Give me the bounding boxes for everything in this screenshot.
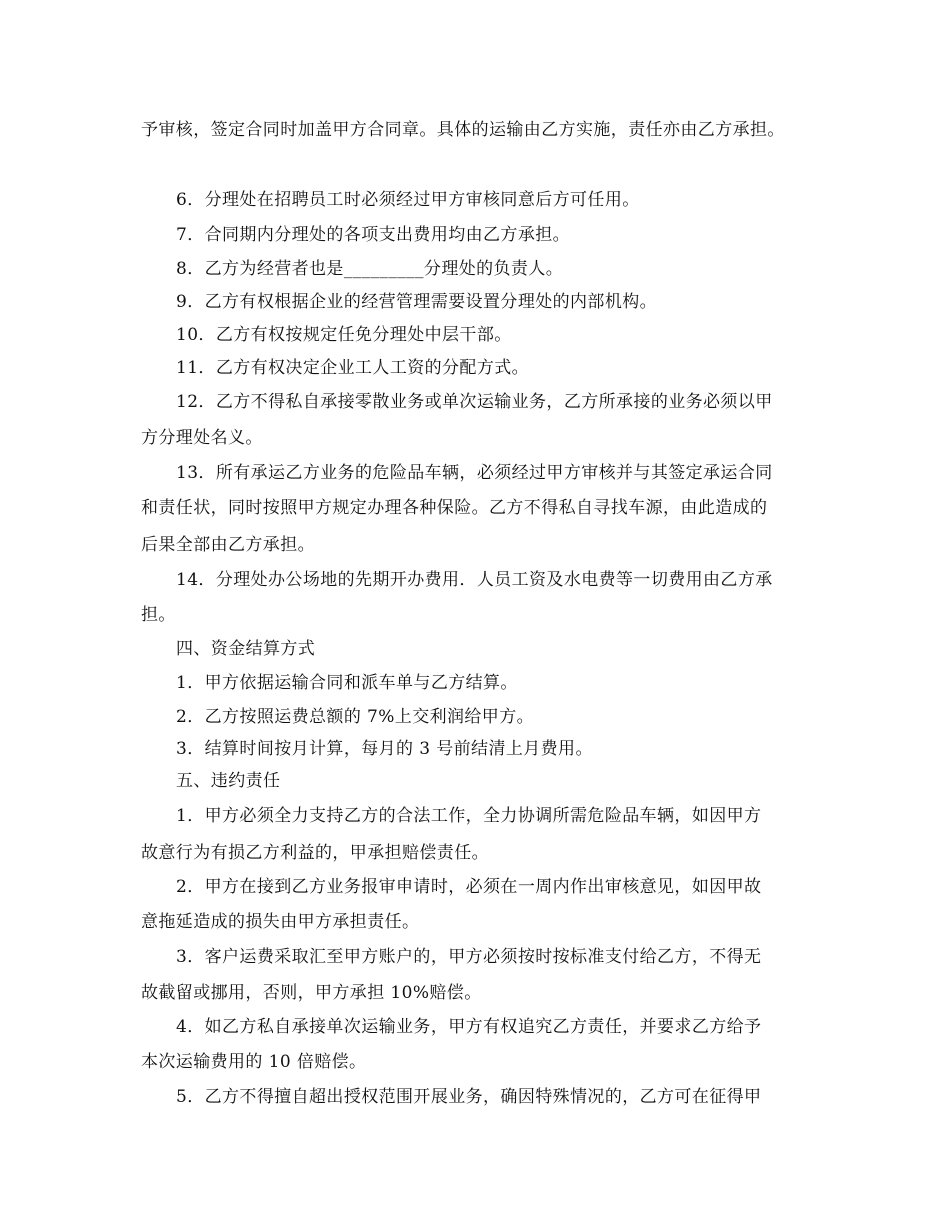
text-line: 1．甲方必须全力支持乙方的合法工作，全力协调所需危险品车辆，如因甲方 xyxy=(176,806,762,826)
text-line: 1．甲方依据运输合同和派车单与乙方结算。 xyxy=(176,673,518,693)
text-line: 11．乙方有权决定企业工人工资的分配方式。 xyxy=(176,358,530,378)
text-line: 和责任状，同时按照甲方规定办理各种保险。乙方不得私自寻找车源，由此造成的 xyxy=(141,498,768,518)
text-line: 4．如乙方私自承接单次运输业务，甲方有权追究乙方责任，并要求乙方给予 xyxy=(176,1017,762,1037)
text-line: 故意行为有损乙方利益的，甲承担赔偿责任。 xyxy=(141,843,489,863)
text-line: 6．分理处在招聘员工时必须经过甲方审核同意后方可任用。 xyxy=(176,190,640,210)
text-line: 予审核，签定合同时加盖甲方合同章。具体的运输由乙方实施，责任亦由乙方承担。 xyxy=(141,120,785,140)
section-heading: 五、违约责任 xyxy=(176,771,281,791)
text-line: 后果全部由乙方承担。 xyxy=(141,535,315,555)
text-line: 意拖延造成的损失由甲方承担责任。 xyxy=(141,912,420,932)
text-line: 方分理处名义。 xyxy=(141,428,263,448)
text-line: 故截留或挪用，否则，甲方承担 10%赔偿。 xyxy=(141,983,482,1003)
text-line: 3．客户运费采取汇至甲方账户的，甲方必须按时按标准支付给乙方，不得无 xyxy=(176,947,762,967)
text-line: 14．分理处办公场地的先期开办费用．人员工资及水电费等一切费用由乙方承 xyxy=(176,570,773,590)
text-line: 2．乙方按照运费总额的 7%上交利润给甲方。 xyxy=(176,707,534,727)
text-line: 8．乙方为经营者也是_________分理处的负责人。 xyxy=(176,259,564,279)
text-line: 13．所有承运乙方业务的危险品车辆，必须经过甲方审核并与其签定承运合同 xyxy=(176,463,773,483)
section-heading: 四、资金结算方式 xyxy=(176,639,316,659)
text-line: 12．乙方不得私自承接零散业务或单次运输业务，乙方所承接的业务必须以甲 xyxy=(176,392,773,412)
text-line: 5．乙方不得擅自超出授权范围开展业务，确因特殊情况的，乙方可在征得甲 xyxy=(176,1087,762,1107)
text-line: 本次运输费用的 10 倍赔偿。 xyxy=(141,1052,367,1072)
text-line: 10．乙方有权按规定任免分理处中层干部。 xyxy=(176,325,512,345)
text-line: 担。 xyxy=(141,605,176,625)
text-line: 7．合同期内分理处的各项支出费用均由乙方承担。 xyxy=(176,225,571,245)
text-line: 2．甲方在接到乙方业务报审申请时，必须在一周内作出审核意见，如因甲故 xyxy=(176,877,762,897)
text-line: 3．结算时间按月计算，每月的 3 号前结清上月费用。 xyxy=(176,739,593,759)
text-line: 9．乙方有权根据企业的经营管理需要设置分理处的内部机构。 xyxy=(176,292,658,312)
